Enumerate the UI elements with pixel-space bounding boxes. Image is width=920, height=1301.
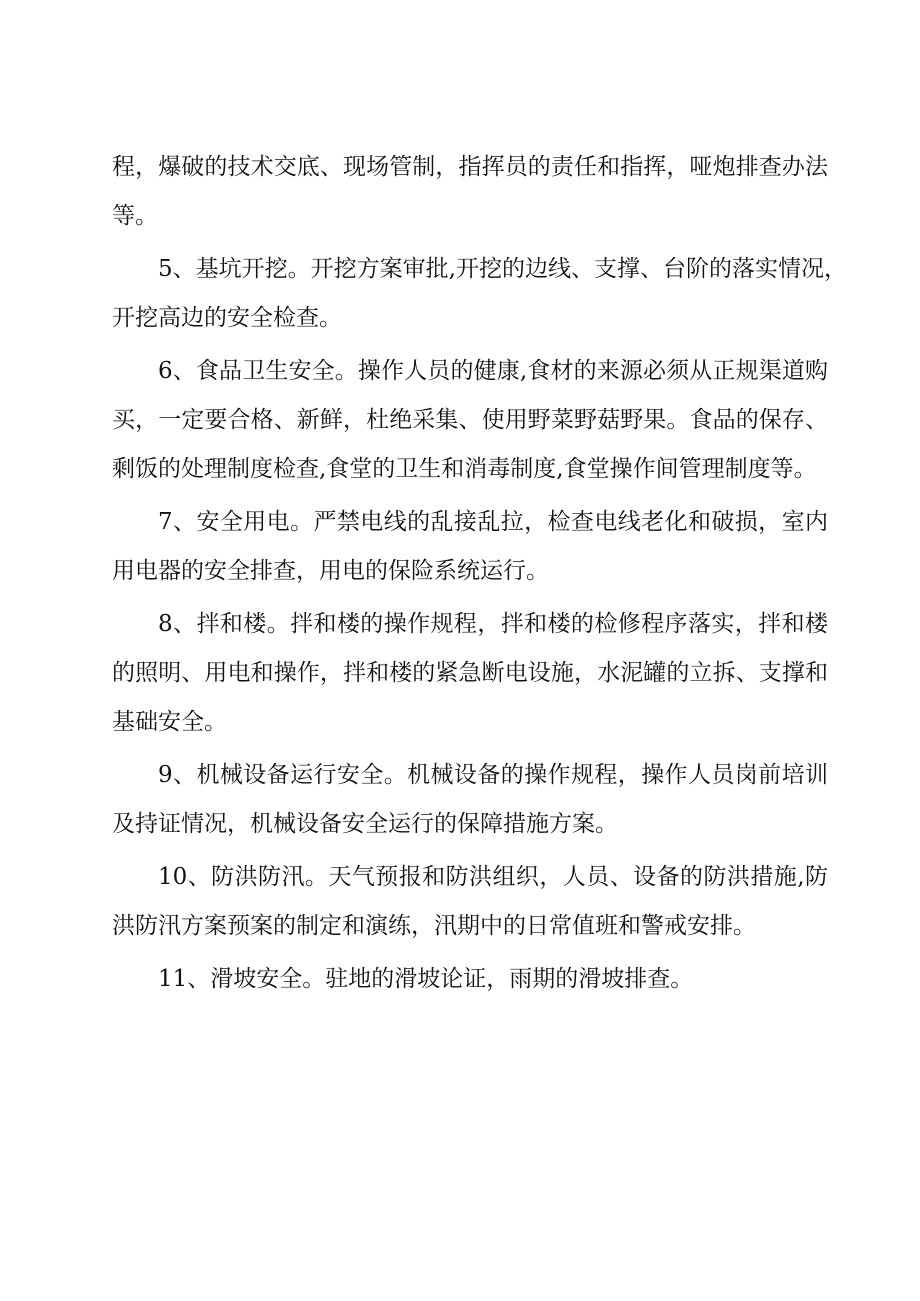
text-line: 5、基坑开挖。开挖方案审批,开挖的边线、支撑、台阶的落实情况， (158, 256, 847, 282)
paragraph-food-safety (112, 347, 828, 494)
text-line: 等。 (112, 203, 158, 229)
text-line: 11、滑坡安全。驻地的滑坡论证，雨期的滑坡排查。 (158, 966, 694, 992)
text-line: 的照明、用电和操作，拌和楼的紧急断电设施，水泥罐的立拆、支撑和 (112, 660, 828, 686)
document-page (112, 143, 847, 1008)
text-line: 用电器的安全排查，用电的保险系统运行。 (112, 558, 549, 584)
text-line: 8、拌和楼。拌和楼的操作规程，拌和楼的检修程序落实，拌和楼 (158, 611, 828, 637)
paragraph-machinery (112, 751, 828, 849)
paragraph-foundation-pit (112, 245, 847, 343)
paragraph-flood-control (112, 853, 828, 951)
text-line: 10、防洪防汛。天气预报和防洪组织，人员、设备的防洪措施,防 (158, 864, 828, 890)
text-line: 基础安全。 (112, 709, 227, 735)
text-line: 买，一定要合格、新鲜，杜绝采集、使用野菜野菇野果。食品的保存、 (112, 407, 828, 433)
text-line: 6、食品卫生安全。操作人员的健康,食材的来源必须从正规渠道购 (158, 358, 828, 384)
text-line: 7、安全用电。严禁电线的乱接乱拉，检查电线老化和破损，室内 (158, 509, 828, 535)
text-line: 开挖高边的安全检查。 (112, 305, 342, 331)
paragraph-electricity (112, 498, 828, 596)
paragraph-mixing-plant (112, 600, 828, 747)
text-line: 剩饭的处理制度检查,食堂的卫生和消毒制度,食堂操作间管理制度等。 (112, 456, 817, 482)
text-line: 9、机械设备运行安全。机械设备的操作规程，操作人员岗前培训 (158, 762, 828, 788)
text-line: 程，爆破的技术交底、现场管制，指挥员的责任和指挥，哑炮排查办法 (112, 154, 828, 180)
text-line: 及持证情况，机械设备安全运行的保障措施方案。 (112, 811, 618, 837)
paragraph-landslide (112, 955, 828, 1004)
paragraph-blasting-continued (112, 143, 828, 241)
text-line: 洪防汛方案预案的制定和演练，汛期中的日常值班和警戒安排。 (112, 913, 756, 939)
